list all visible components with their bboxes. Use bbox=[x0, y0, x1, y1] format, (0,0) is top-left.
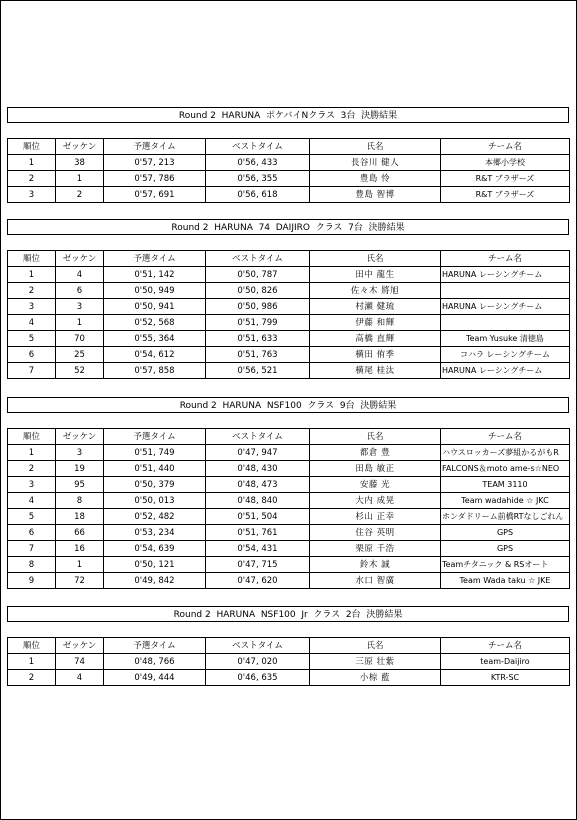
cell-name: 三原 壮紫 bbox=[310, 654, 441, 670]
table-row bbox=[8, 525, 570, 541]
cell-name: 伊藤 和輝 bbox=[310, 315, 441, 331]
cell-number: 16 bbox=[56, 541, 104, 557]
cell-name: 横田 侑季 bbox=[310, 347, 441, 363]
cell-number: 4 bbox=[56, 267, 104, 283]
cell-position: 2 bbox=[8, 171, 56, 187]
cell-number: 1 bbox=[56, 315, 104, 331]
cell-position: 9 bbox=[8, 573, 56, 589]
header-name: 氏名 bbox=[310, 139, 441, 155]
section-title: Round 2 HARUNA NSF100 Jr クラス 2台 決勝結果 bbox=[7, 606, 569, 622]
cell-name: 鈴木 誠 bbox=[310, 557, 441, 573]
cell-name: 長谷川 健人 bbox=[310, 155, 441, 171]
cell-number: 52 bbox=[56, 363, 104, 379]
cell-best-time: 0'48, 430 bbox=[206, 461, 310, 477]
cell-team: コハラ レーシングチーム bbox=[441, 347, 570, 363]
cell-qualifying-time: 0'57, 691 bbox=[104, 187, 206, 203]
section-title: Round 2 HARUNA 74 DAIJIRO クラス 7台 決勝結果 bbox=[7, 219, 569, 235]
cell-best-time: 0'56, 618 bbox=[206, 187, 310, 203]
header-qualifying-time: 予選タイム bbox=[104, 638, 206, 654]
cell-team bbox=[441, 283, 570, 299]
cell-best-time: 0'50, 986 bbox=[206, 299, 310, 315]
cell-best-time: 0'50, 787 bbox=[206, 267, 310, 283]
table-row bbox=[8, 445, 570, 461]
cell-team: FALCONS＆moto ame-s☆NEO bbox=[441, 461, 570, 477]
cell-team: GPS bbox=[441, 525, 570, 541]
table-row bbox=[8, 654, 570, 670]
table-row bbox=[8, 331, 570, 347]
cell-team: 本郷小学校 bbox=[441, 155, 570, 171]
cell-qualifying-time: 0'53, 234 bbox=[104, 525, 206, 541]
section-title: Round 2 HARUNA NSF100 クラス 9台 決勝結果 bbox=[7, 397, 569, 413]
results-table bbox=[7, 250, 570, 379]
header-position: 順位 bbox=[8, 638, 56, 654]
cell-team: Teamチタニック & RSオート bbox=[441, 557, 570, 573]
cell-position: 3 bbox=[8, 299, 56, 315]
section-74-daijiro bbox=[7, 219, 569, 379]
cell-team: HARUNA レーシングチーム bbox=[441, 363, 570, 379]
cell-team: HARUNA レーシングチーム bbox=[441, 299, 570, 315]
cell-name: 横尾 桂汰 bbox=[310, 363, 441, 379]
cell-position: 1 bbox=[8, 155, 56, 171]
table-row bbox=[8, 299, 570, 315]
cell-team: Team Wada taku ☆ JKE bbox=[441, 573, 570, 589]
results-table bbox=[7, 637, 570, 686]
header-team: チーム名 bbox=[441, 429, 570, 445]
cell-best-time: 0'50, 826 bbox=[206, 283, 310, 299]
cell-team: ハウスロッカーズ夢組かるがもR bbox=[441, 445, 570, 461]
cell-name: 高橋 直輝 bbox=[310, 331, 441, 347]
cell-number: 4 bbox=[56, 670, 104, 686]
table-row bbox=[8, 187, 570, 203]
cell-name: 水口 智廣 bbox=[310, 573, 441, 589]
cell-position: 4 bbox=[8, 493, 56, 509]
header-row bbox=[8, 429, 570, 445]
cell-number: 95 bbox=[56, 477, 104, 493]
table-row bbox=[8, 347, 570, 363]
header-number: ゼッケン bbox=[56, 429, 104, 445]
cell-number: 66 bbox=[56, 525, 104, 541]
cell-name: 田中 龍生 bbox=[310, 267, 441, 283]
cell-number: 18 bbox=[56, 509, 104, 525]
cell-position: 6 bbox=[8, 525, 56, 541]
section-nsf100 bbox=[7, 397, 569, 589]
header-qualifying-time: 予選タイム bbox=[104, 251, 206, 267]
cell-name: 村瀬 健琉 bbox=[310, 299, 441, 315]
header-row bbox=[8, 139, 570, 155]
cell-best-time: 0'47, 947 bbox=[206, 445, 310, 461]
cell-name: 佐々木 將旭 bbox=[310, 283, 441, 299]
cell-position: 3 bbox=[8, 477, 56, 493]
header-number: ゼッケン bbox=[56, 139, 104, 155]
cell-number: 3 bbox=[56, 299, 104, 315]
cell-qualifying-time: 0'51, 749 bbox=[104, 445, 206, 461]
cell-qualifying-time: 0'51, 142 bbox=[104, 267, 206, 283]
header-name: 氏名 bbox=[310, 429, 441, 445]
cell-qualifying-time: 0'50, 013 bbox=[104, 493, 206, 509]
cell-position: 8 bbox=[8, 557, 56, 573]
cell-qualifying-time: 0'54, 639 bbox=[104, 541, 206, 557]
cell-qualifying-time: 0'57, 213 bbox=[104, 155, 206, 171]
table-row bbox=[8, 477, 570, 493]
cell-name: 田島 敏正 bbox=[310, 461, 441, 477]
cell-best-time: 0'54, 431 bbox=[206, 541, 310, 557]
header-position: 順位 bbox=[8, 429, 56, 445]
cell-qualifying-time: 0'54, 612 bbox=[104, 347, 206, 363]
cell-qualifying-time: 0'50, 949 bbox=[104, 283, 206, 299]
cell-best-time: 0'46, 635 bbox=[206, 670, 310, 686]
header-best-time: ベストタイム bbox=[206, 429, 310, 445]
section-nsf100-jr bbox=[7, 606, 569, 686]
cell-position: 4 bbox=[8, 315, 56, 331]
header-row bbox=[8, 251, 570, 267]
table-row bbox=[8, 315, 570, 331]
cell-team: Team Yusuke 清徳島 bbox=[441, 331, 570, 347]
header-team: チーム名 bbox=[441, 638, 570, 654]
cell-team: HARUNA レーシングチーム bbox=[441, 267, 570, 283]
cell-best-time: 0'48, 473 bbox=[206, 477, 310, 493]
cell-team: team-Daijiro bbox=[441, 654, 570, 670]
header-best-time: ベストタイム bbox=[206, 251, 310, 267]
cell-name: 大内 成晃 bbox=[310, 493, 441, 509]
cell-name: 豊島 智博 bbox=[310, 187, 441, 203]
cell-qualifying-time: 0'48, 766 bbox=[104, 654, 206, 670]
cell-best-time: 0'47, 620 bbox=[206, 573, 310, 589]
cell-position: 7 bbox=[8, 363, 56, 379]
table-row bbox=[8, 155, 570, 171]
cell-position: 5 bbox=[8, 509, 56, 525]
table-row bbox=[8, 557, 570, 573]
cell-name: 住谷 英明 bbox=[310, 525, 441, 541]
cell-number: 19 bbox=[56, 461, 104, 477]
cell-team: Team wadahide ☆ JKC bbox=[441, 493, 570, 509]
cell-name: 豊島 怜 bbox=[310, 171, 441, 187]
cell-name: 都倉 豊 bbox=[310, 445, 441, 461]
cell-position: 1 bbox=[8, 445, 56, 461]
cell-best-time: 0'51, 633 bbox=[206, 331, 310, 347]
header-best-time: ベストタイム bbox=[206, 638, 310, 654]
table-row bbox=[8, 171, 570, 187]
cell-team: TEAM 3110 bbox=[441, 477, 570, 493]
cell-best-time: 0'56, 521 bbox=[206, 363, 310, 379]
header-number: ゼッケン bbox=[56, 638, 104, 654]
cell-best-time: 0'51, 799 bbox=[206, 315, 310, 331]
cell-number: 6 bbox=[56, 283, 104, 299]
cell-best-time: 0'56, 433 bbox=[206, 155, 310, 171]
header-number: ゼッケン bbox=[56, 251, 104, 267]
cell-qualifying-time: 0'51, 440 bbox=[104, 461, 206, 477]
cell-position: 3 bbox=[8, 187, 56, 203]
cell-number: 3 bbox=[56, 445, 104, 461]
cell-position: 7 bbox=[8, 541, 56, 557]
cell-best-time: 0'51, 763 bbox=[206, 347, 310, 363]
table-row bbox=[8, 267, 570, 283]
cell-name: 小椋 藍 bbox=[310, 670, 441, 686]
cell-best-time: 0'56, 355 bbox=[206, 171, 310, 187]
results-table bbox=[7, 428, 570, 589]
cell-qualifying-time: 0'50, 379 bbox=[104, 477, 206, 493]
section-pokebike-n bbox=[7, 107, 569, 203]
cell-position: 5 bbox=[8, 331, 56, 347]
cell-qualifying-time: 0'50, 941 bbox=[104, 299, 206, 315]
cell-qualifying-time: 0'50, 121 bbox=[104, 557, 206, 573]
cell-position: 2 bbox=[8, 461, 56, 477]
cell-position: 6 bbox=[8, 347, 56, 363]
header-position: 順位 bbox=[8, 139, 56, 155]
table-row bbox=[8, 670, 570, 686]
cell-position: 2 bbox=[8, 283, 56, 299]
cell-position: 1 bbox=[8, 267, 56, 283]
table-row bbox=[8, 363, 570, 379]
cell-number: 70 bbox=[56, 331, 104, 347]
header-name: 氏名 bbox=[310, 638, 441, 654]
cell-team: ホンダドリーム前橋RTなしごれん bbox=[441, 509, 570, 525]
cell-qualifying-time: 0'49, 842 bbox=[104, 573, 206, 589]
cell-name: 杉山 正幸 bbox=[310, 509, 441, 525]
cell-team: GPS bbox=[441, 541, 570, 557]
cell-number: 25 bbox=[56, 347, 104, 363]
header-team: チーム名 bbox=[441, 139, 570, 155]
cell-best-time: 0'51, 504 bbox=[206, 509, 310, 525]
results-table bbox=[7, 138, 570, 203]
cell-qualifying-time: 0'49, 444 bbox=[104, 670, 206, 686]
cell-name: 栗原 千浩 bbox=[310, 541, 441, 557]
cell-team bbox=[441, 315, 570, 331]
cell-best-time: 0'51, 761 bbox=[206, 525, 310, 541]
cell-qualifying-time: 0'57, 786 bbox=[104, 171, 206, 187]
table-row bbox=[8, 283, 570, 299]
table-row bbox=[8, 573, 570, 589]
cell-number: 74 bbox=[56, 654, 104, 670]
cell-position: 2 bbox=[8, 670, 56, 686]
cell-number: 2 bbox=[56, 187, 104, 203]
cell-number: 8 bbox=[56, 493, 104, 509]
cell-number: 1 bbox=[56, 171, 104, 187]
cell-best-time: 0'47, 020 bbox=[206, 654, 310, 670]
table-row bbox=[8, 509, 570, 525]
cell-team: R&T ブラザーズ bbox=[441, 187, 570, 203]
cell-number: 72 bbox=[56, 573, 104, 589]
header-position: 順位 bbox=[8, 251, 56, 267]
cell-qualifying-time: 0'52, 568 bbox=[104, 315, 206, 331]
cell-qualifying-time: 0'55, 364 bbox=[104, 331, 206, 347]
cell-position: 1 bbox=[8, 654, 56, 670]
cell-number: 1 bbox=[56, 557, 104, 573]
cell-best-time: 0'47, 715 bbox=[206, 557, 310, 573]
table-row bbox=[8, 461, 570, 477]
header-row bbox=[8, 638, 570, 654]
header-best-time: ベストタイム bbox=[206, 139, 310, 155]
header-qualifying-time: 予選タイム bbox=[104, 429, 206, 445]
table-row bbox=[8, 541, 570, 557]
header-team: チーム名 bbox=[441, 251, 570, 267]
table-row bbox=[8, 493, 570, 509]
cell-name: 安藤 光 bbox=[310, 477, 441, 493]
cell-team: R&T ブラザーズ bbox=[441, 171, 570, 187]
header-name: 氏名 bbox=[310, 251, 441, 267]
cell-number: 38 bbox=[56, 155, 104, 171]
cell-team: KTR-SC bbox=[441, 670, 570, 686]
section-title: Round 2 HARUNA ポケバイNクラス 3台 決勝結果 bbox=[7, 107, 569, 123]
cell-best-time: 0'48, 840 bbox=[206, 493, 310, 509]
header-qualifying-time: 予選タイム bbox=[104, 139, 206, 155]
cell-qualifying-time: 0'52, 482 bbox=[104, 509, 206, 525]
cell-qualifying-time: 0'57, 858 bbox=[104, 363, 206, 379]
